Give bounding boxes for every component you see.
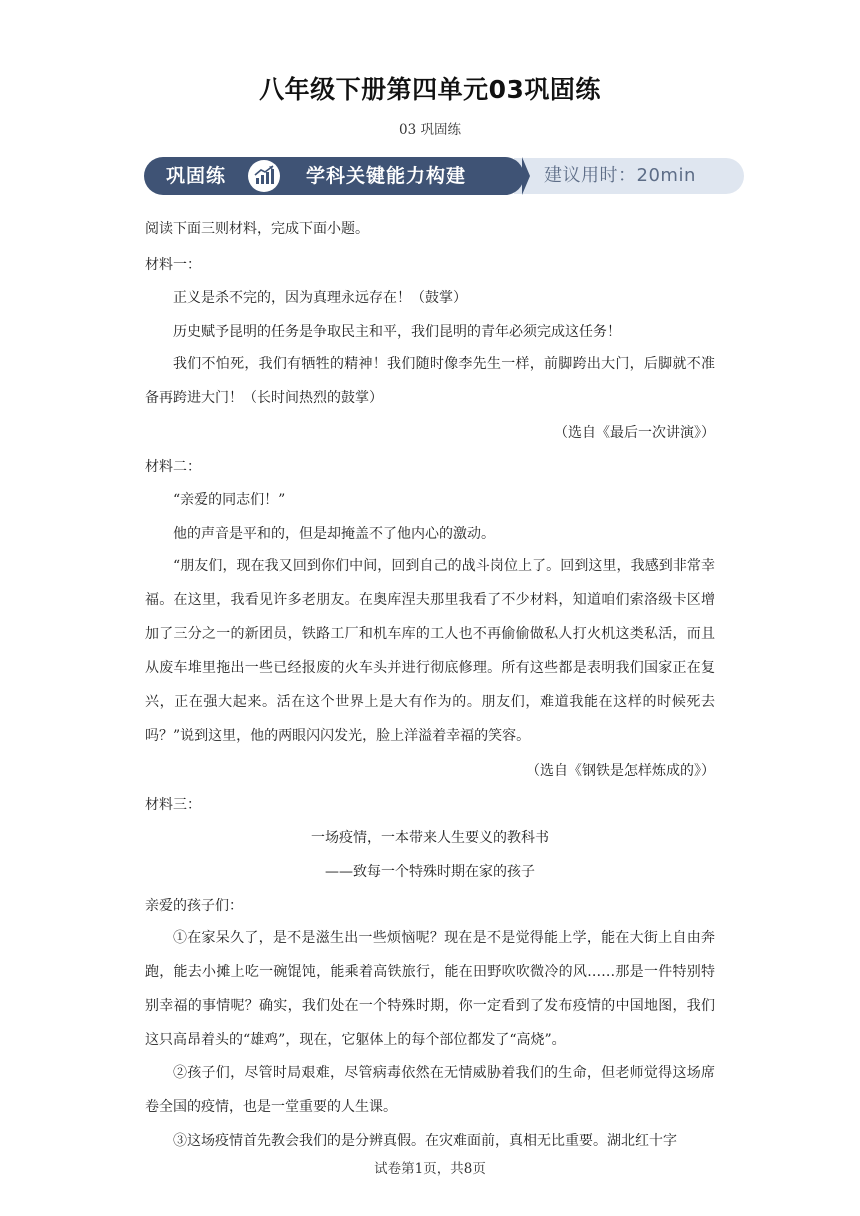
page-subtitle: 03 巩固练	[399, 122, 461, 138]
material2-paragraph-2: 他的声音是平和的，但是却掩盖不了他内心的激动。	[173, 526, 495, 542]
material1-label: 材料一：	[145, 257, 201, 273]
material2-source: （选自《钢铁是怎样炼成的》）	[526, 763, 715, 779]
material1-source: （选自《最后一次讲演》）	[554, 425, 715, 441]
banner-main-pill	[144, 157, 524, 195]
banner-label-consolidate: 巩固练	[166, 165, 227, 187]
material3-paragraph-1: ①在家呆久了，是不是滋生出一些烦恼呢？现在是不是觉得能上学，能在大街上自由奔跑，能去小摊上吃一碗馄饨，能乘着高铁旅行，能在田野吹吹微冷的风……那是一件特别特别幸福的事情呢？确实，我们处在一个特殊时期，你一定看到了发布疫情的中国地图，我们这只高昂着头的“雄鸡”，现在，它躯体上的每个部位都发了“高烧”。	[145, 930, 715, 1048]
page-title: 八年级下册第四单元03巩固练	[259, 75, 601, 104]
material3-paragraph-3: ③这场疫情首先教会我们的是分辨真假。在灾难面前，真相无比重要。湖北红十字	[173, 1133, 677, 1149]
material2-paragraph-1: “亲爱的同志们！”	[173, 492, 286, 508]
banner-label-ability: 学科关键能力构建	[306, 165, 467, 187]
page-footer: 试卷第1页，共8页	[374, 1161, 486, 1177]
material1-paragraph-3: 我们不怕死，我们有牺牲的精神！我们随时像李先生一样，前脚跨出大门，后脚就不准备再跨进大门！（长时间热烈的鼓掌）	[145, 356, 715, 406]
material2-paragraph-3: “朋友们，现在我又回到你们中间，回到自己的战斗岗位上了。回到这里，我感到非常幸福。在这里，我看见许多老朋友。在奥库涅夫那里我看了不少材料，知道咱们索洛级卡区增加了三分之一的新团员，铁路工厂和机车库的工人也不再偷偷做私人打火机这类私活，而且从废车堆里拖出一些已经报废的火车头并进行彻底修理。所有这些都是表明我们国家正在复兴，正在强大起来。活在这个世界上是大有作为的。朋友们，难道我能在这样的时候死去吗？”说到这里，他的两眼闪闪发光，脸上洋溢着幸福的笑容。	[145, 558, 715, 744]
material1-paragraph-2: 历史赋予昆明的任务是争取民主和平，我们昆明的青年必须完成这任务！	[173, 324, 621, 340]
material3-label: 材料三：	[145, 797, 201, 813]
material1-paragraph-1: 正义是杀不完的，因为真理永远存在！（鼓掌）	[173, 290, 467, 306]
material2-label: 材料二：	[145, 459, 201, 475]
section-banner	[144, 157, 746, 195]
material3-paragraph-2: ②孩子们，尽管时局艰难，尽管病毒依然在无情威胁着我们的生命，但老师觉得这场席卷全国的疫情，也是一堂重要的人生课。	[145, 1065, 715, 1115]
material3-salutation: 亲爱的孩子们：	[145, 898, 243, 914]
material3-subheading: ——致每一个特殊时期在家的孩子	[325, 864, 535, 880]
intro-text: 阅读下面三则材料，完成下面小题。	[145, 221, 369, 237]
material3-heading: 一场疫情，一本带来人生要义的教科书	[311, 830, 549, 846]
chart-growth-icon	[248, 160, 280, 192]
banner-time-label: 建议用时：20min	[544, 165, 696, 186]
